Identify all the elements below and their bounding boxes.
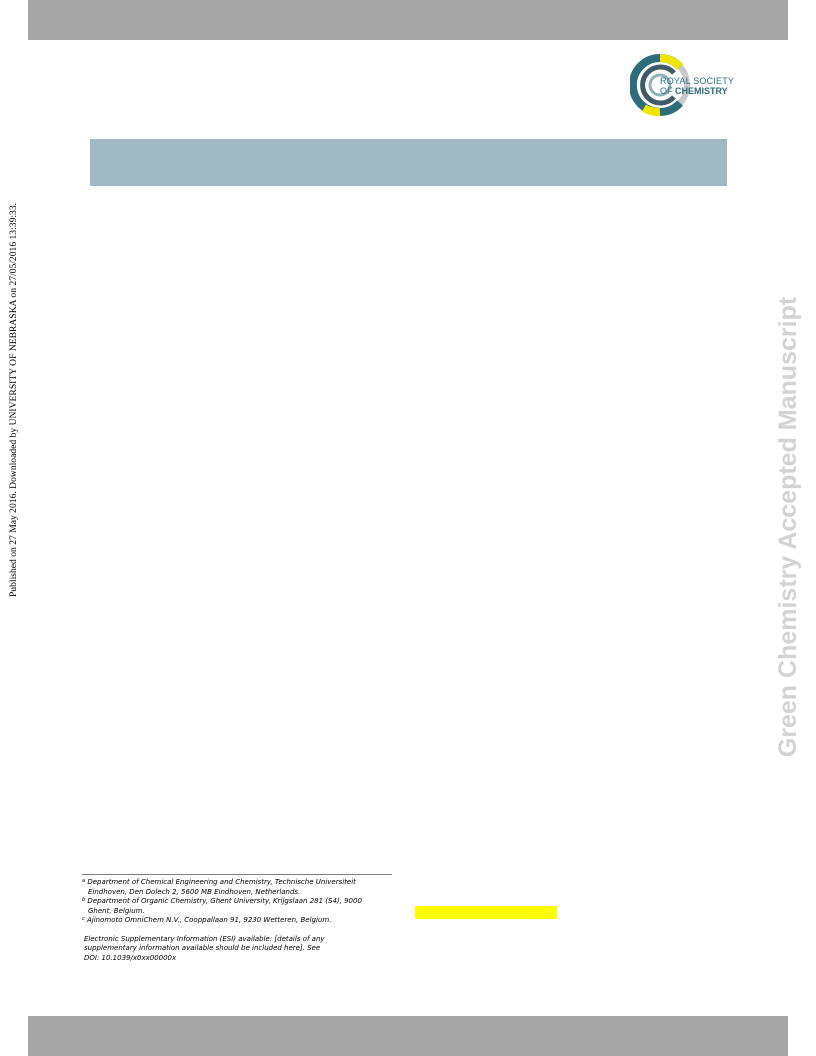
logo-line-1: ROYAL SOCIETY <box>660 76 735 86</box>
footnote-divider <box>82 874 392 875</box>
footnote-b: $^b$ Department of Organic Chemistry, Ghent University, Krijgslaan 281 (S4), 9000 Ghent, Belgium. <box>82 897 362 915</box>
affiliation-footnotes <box>82 878 402 963</box>
footnote-c: $^c$ Ajinomoto OmniChem N.V., Cooppallaan 91, 9230 Wetteren, Belgium. <box>82 916 332 924</box>
esi-note: Electronic Supplementary Information (ESI) available: [details of any supplementary information available should be included here]. See DOI: 10.1039/x0xx00000x <box>84 934 325 962</box>
manuscript-watermark: Green Chemistry Accepted Manuscript <box>774 296 802 758</box>
top-grey-bar <box>28 0 788 40</box>
yellow-highlight <box>415 906 557 919</box>
footnote-a: $^a$ Department of Chemical Engineering and Chemistry, Technische Universiteit Eindhoven, Den Dolech 2, 5600 MB Eindhoven, Netherlands. <box>82 878 356 896</box>
publication-notice: Published on 27 May 2016. Downloaded by UNIVERSITY OF NEBRASKA on 27/05/2016 13:39:33. <box>8 202 19 598</box>
logo-line-2: OF CHEMISTRY <box>660 86 728 96</box>
rsc-logo-wordmark <box>660 76 734 96</box>
article-header-band <box>90 139 727 186</box>
bottom-grey-bar <box>28 1016 788 1056</box>
